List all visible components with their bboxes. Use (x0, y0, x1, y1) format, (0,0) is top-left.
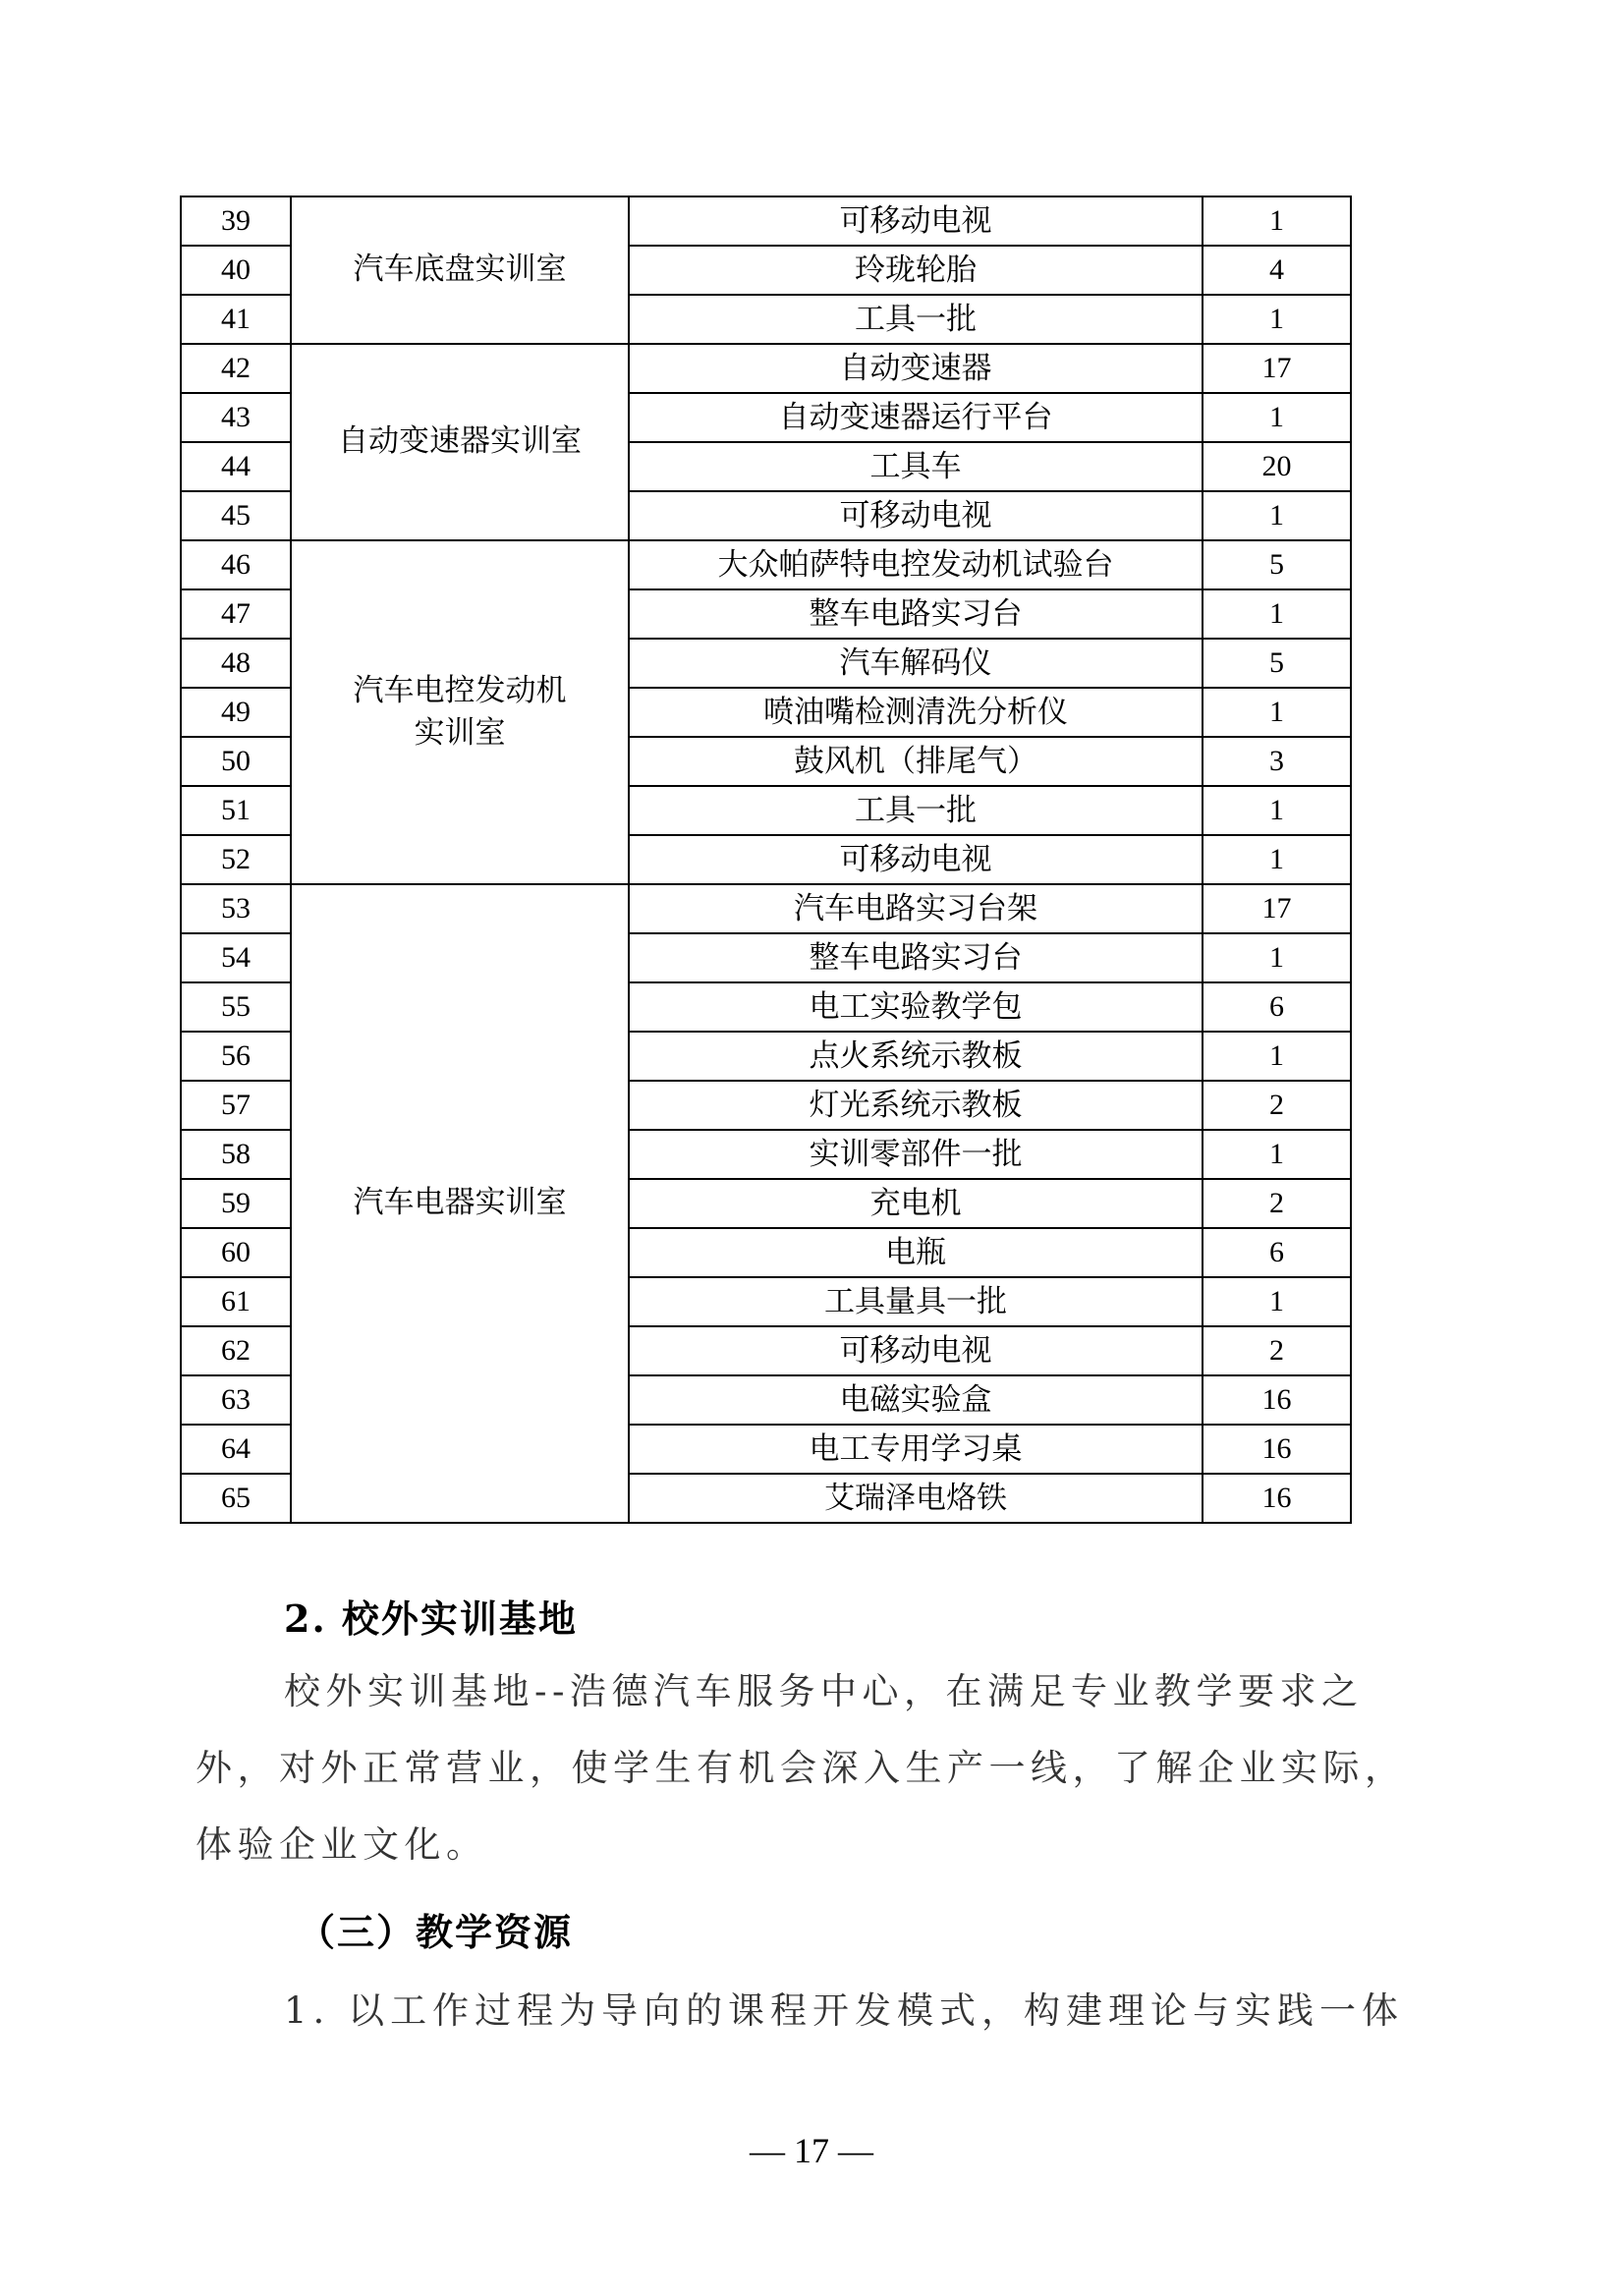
equipment-quantity: 3 (1203, 737, 1351, 786)
offcampus-paragraph: 校外实训基地--浩德汽车服务中心，在满足专业教学要求之外，对外正常营业，使学生有机会深入生产一线，了解企业实际，体验企业文化。 (196, 1670, 1407, 1866)
row-number: 42 (181, 344, 291, 393)
equipment-name: 自动变速器运行平台 (629, 393, 1203, 442)
equipment-quantity: 6 (1203, 982, 1351, 1032)
section-heading-teaching-resources: （三）教学资源 (298, 1910, 574, 1954)
equipment-quantity: 2 (1203, 1081, 1351, 1130)
equipment-quantity: 2 (1203, 1326, 1351, 1375)
equipment-quantity: 1 (1203, 1032, 1351, 1081)
equipment-name: 充电机 (629, 1179, 1203, 1228)
equipment-name: 电工实验教学包 (629, 982, 1203, 1032)
row-number: 43 (181, 393, 291, 442)
training-room-name: 自动变速器实训室 (291, 344, 629, 540)
row-number: 62 (181, 1326, 291, 1375)
equipment-name: 工具一批 (629, 295, 1203, 344)
equipment-quantity: 1 (1203, 1277, 1351, 1326)
equipment-quantity: 20 (1203, 442, 1351, 491)
row-number: 64 (181, 1425, 291, 1474)
equipment-quantity: 16 (1203, 1375, 1351, 1425)
equipment-name: 点火系统示教板 (629, 1032, 1203, 1081)
equipment-quantity: 1 (1203, 491, 1351, 540)
table-row (181, 540, 1351, 589)
row-number: 52 (181, 835, 291, 884)
equipment-quantity: 1 (1203, 196, 1351, 246)
row-number: 58 (181, 1130, 291, 1179)
row-number: 41 (181, 295, 291, 344)
equipment-quantity: 1 (1203, 295, 1351, 344)
row-number: 65 (181, 1474, 291, 1523)
equipment-quantity: 6 (1203, 1228, 1351, 1277)
equipment-quantity: 1 (1203, 1130, 1351, 1179)
equipment-name: 电磁实验盒 (629, 1375, 1203, 1425)
equipment-name: 实训零部件一批 (629, 1130, 1203, 1179)
table-row (181, 884, 1351, 933)
equipment-quantity: 16 (1203, 1474, 1351, 1523)
equipment-quantity: 17 (1203, 344, 1351, 393)
row-number: 50 (181, 737, 291, 786)
equipment-name: 工具量具一批 (629, 1277, 1203, 1326)
equipment-name: 电工专用学习桌 (629, 1425, 1203, 1474)
equipment-table (180, 196, 1352, 1524)
equipment-name: 艾瑞泽电烙铁 (629, 1474, 1203, 1523)
row-number: 54 (181, 933, 291, 982)
equipment-name: 可移动电视 (629, 196, 1203, 246)
equipment-name: 灯光系统示教板 (629, 1081, 1203, 1130)
row-number: 48 (181, 639, 291, 688)
row-number: 47 (181, 589, 291, 639)
training-room-name: 汽车电控发动机 实训室 (291, 540, 629, 884)
equipment-quantity: 1 (1203, 688, 1351, 737)
training-room-name: 汽车电器实训室 (291, 884, 629, 1523)
row-number: 45 (181, 491, 291, 540)
row-number: 63 (181, 1375, 291, 1425)
equipment-quantity: 1 (1203, 393, 1351, 442)
equipment-name: 汽车解码仪 (629, 639, 1203, 688)
equipment-name: 自动变速器 (629, 344, 1203, 393)
row-number: 61 (181, 1277, 291, 1326)
row-number: 53 (181, 884, 291, 933)
row-number: 60 (181, 1228, 291, 1277)
equipment-table-body (181, 196, 1351, 1523)
section-heading-offcampus: 2. 校外实训基地 (284, 1596, 578, 1641)
equipment-name: 鼓风机（排尾气） (629, 737, 1203, 786)
row-number: 57 (181, 1081, 291, 1130)
equipment-quantity: 16 (1203, 1425, 1351, 1474)
equipment-name: 整车电路实习台 (629, 589, 1203, 639)
equipment-name: 工具一批 (629, 786, 1203, 835)
equipment-quantity: 4 (1203, 246, 1351, 295)
teaching-resources-paragraph: 1. 以工作过程为导向的课程开发模式，构建理论与实践一体 (284, 1989, 1405, 2032)
equipment-name: 电瓶 (629, 1228, 1203, 1277)
training-room-name: 汽车底盘实训室 (291, 196, 629, 344)
equipment-name: 汽车电路实习台架 (629, 884, 1203, 933)
equipment-name: 可移动电视 (629, 491, 1203, 540)
equipment-quantity: 5 (1203, 639, 1351, 688)
equipment-name: 可移动电视 (629, 835, 1203, 884)
table-row (181, 344, 1351, 393)
row-number: 46 (181, 540, 291, 589)
row-number: 59 (181, 1179, 291, 1228)
equipment-quantity: 1 (1203, 786, 1351, 835)
equipment-name: 整车电路实习台 (629, 933, 1203, 982)
equipment-quantity: 2 (1203, 1179, 1351, 1228)
row-number: 44 (181, 442, 291, 491)
equipment-quantity: 1 (1203, 589, 1351, 639)
equipment-quantity: 1 (1203, 835, 1351, 884)
equipment-name: 玲珑轮胎 (629, 246, 1203, 295)
equipment-name: 工具车 (629, 442, 1203, 491)
row-number: 49 (181, 688, 291, 737)
row-number: 40 (181, 246, 291, 295)
table-row (181, 196, 1351, 246)
row-number: 56 (181, 1032, 291, 1081)
equipment-name: 喷油嘴检测清洗分析仪 (629, 688, 1203, 737)
equipment-name: 大众帕萨特电控发动机试验台 (629, 540, 1203, 589)
row-number: 55 (181, 982, 291, 1032)
row-number: 51 (181, 786, 291, 835)
page-number: — 17 — (750, 2131, 873, 2170)
equipment-quantity: 17 (1203, 884, 1351, 933)
equipment-quantity: 5 (1203, 540, 1351, 589)
equipment-quantity: 1 (1203, 933, 1351, 982)
row-number: 39 (181, 196, 291, 246)
equipment-name: 可移动电视 (629, 1326, 1203, 1375)
